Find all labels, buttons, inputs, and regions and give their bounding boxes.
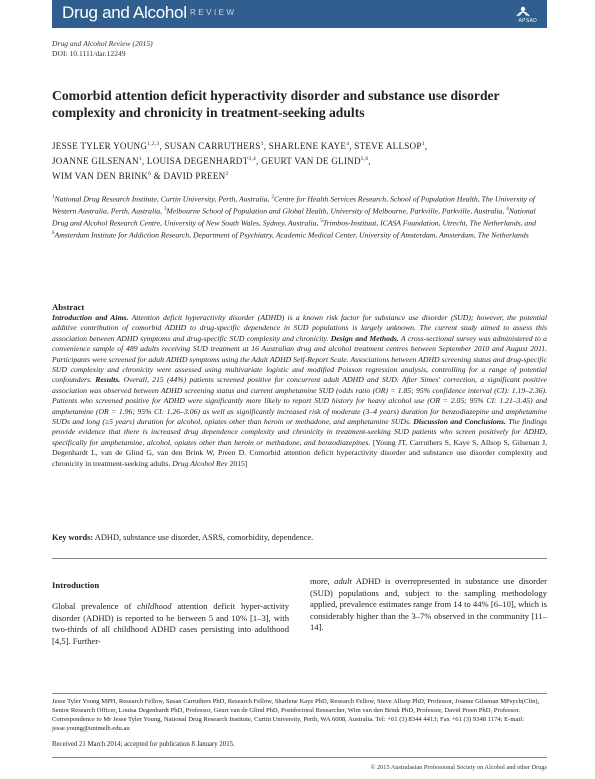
abstract-body <box>52 313 547 469</box>
article-meta <box>52 39 153 59</box>
abstract-citation-journal: Drug Alcohol Rev <box>172 458 228 468</box>
author-name: SHARLENE KAYE <box>268 141 347 152</box>
affiliation-text: Melbourne School of Population and Global Health, University of Melbourne, Parkville, Parkville, Australia, <box>166 206 507 216</box>
received-date: Received 21 March 2014; accepted for publication 8 January 2015. <box>52 741 235 748</box>
journal-citation: Drug and Alcohol Review (2015) <box>52 39 153 48</box>
keywords <box>52 532 547 543</box>
section-divider <box>52 558 547 559</box>
author-separator: & <box>151 171 164 182</box>
author-name: DAVID PREEN <box>163 171 226 182</box>
author-affiliation-marker: 4 <box>346 141 350 147</box>
intro-right-emphasis: adult <box>334 576 352 586</box>
author-separator: , <box>159 141 165 152</box>
doi: DOI: 10.1111/dar.12249 <box>52 49 126 58</box>
author-affiliation-marker: 1 <box>421 141 425 147</box>
intro-left-emphasis: childhood <box>137 601 172 611</box>
author-list <box>52 138 547 184</box>
author-name: STEVE ALLSOP <box>354 141 422 152</box>
affiliation-number: 2 <box>271 195 274 200</box>
abstract-design-label: Design and Methods. <box>330 333 399 343</box>
affiliation-number: 4 <box>506 207 509 213</box>
affiliation-text: Trimbos-Instituut, ICASA Foundation, Utrecht, The Netherlands, and <box>322 218 536 228</box>
author-name: GEURT VAN DE GLIND <box>261 156 361 167</box>
author-name: JESSE TYLER YOUNG <box>52 141 148 152</box>
abstract-heading: Abstract <box>52 302 85 312</box>
author-affiliation-marker: 5,6 <box>360 156 369 163</box>
introduction-left-column <box>52 601 289 647</box>
author-separator: , <box>141 156 147 167</box>
intro-left-text: Global prevalence of <box>52 601 138 611</box>
affiliation-number: 1 <box>52 195 55 200</box>
affiliations <box>52 193 547 241</box>
author-affiliation-marker: 6 <box>148 171 152 178</box>
author-affiliation-marker: 1,2,3 <box>147 141 160 147</box>
affiliation-number: 3 <box>163 207 167 213</box>
keywords-label: Key words: <box>52 533 94 542</box>
author-separator: , <box>424 141 428 152</box>
author-affiliation-marker: 2 <box>225 171 229 178</box>
abstract-intro-label: Introduction and Aims. <box>52 313 129 322</box>
affiliation-number: 6 <box>52 231 55 237</box>
author-separator: , <box>368 156 371 167</box>
author-name: LOUISA DEGENHARDT <box>146 156 249 167</box>
abstract-discussion-label: Discussion and Conclusions. <box>413 417 506 427</box>
affiliation-text: National Drug and Alcohol Research Centre, University of New South Wales, Sydney, Australia, <box>52 206 536 228</box>
abstract-results-label: Results. <box>95 375 121 385</box>
affiliation-text: Centre for Health Services Research, School of Population Health, The University of Western Australia, Perth, Australia, <box>52 194 535 216</box>
journal-suffix: REVIEW <box>190 8 237 17</box>
abstract-design-text: A cross-sectional survey was administered to a convenience sample of 489 adults receiving SUD treatment at 16 Australian drug and alcohol treatment centres between September 2010 and August 2011. Participants were screened for adult ADHD symptoms using the Adult ADHD Self-Report Scale. Associations between ADHD screening status and drug-specific SUD complexity and chronicity were assessed using multivariate logistic and modified Poisson regression analysis, controlling for a range of potential confounders. <box>52 333 547 385</box>
abstract-citation-end: 2015] <box>227 458 248 468</box>
author-affiliation-marker: 1 <box>138 156 142 163</box>
author-affiliation-marker: 1 <box>260 141 264 147</box>
author-affiliation-marker: 3,4 <box>248 156 257 163</box>
affiliation-number: 5 <box>320 219 323 225</box>
affiliation-text: Amsterdam Institute for Addiction Research, Department of Psychiatry, Academic Medical Center, University of Amsterdam, Amsterdam, The Netherlands <box>54 230 529 240</box>
bottom-divider <box>52 757 547 758</box>
apsad-logo-text: APSAD <box>518 18 537 24</box>
author-name: SUSAN CARRUTHERS <box>164 141 261 152</box>
copyright: © 2015 Australasian Professional Society on Alcohol and other Drugs <box>370 764 547 771</box>
abstract-results-text: Overall, 215 (44%) patients screened positive for concurrent adult ADHD and SUD. After Simes' correction, a significant positive association was observed between ADHD screening status and current amphetamine SUD (odds ratio (OR) = 1.85; 95% confidence interval (CI): 1.19–2.36). Patients who screened positive for ADHD were significantly more likely to report SUD history for heavy alcohol use (OR = 2.05; 95% CI: 1.21–3.45) and amphetamine (OR = 1.96; 95% CI: 1.26–3.06) as well as significantly increased risk of moderate (3–4 years) duration for benzodiazepine and amphetamine SUDs and long (≥5 years) duration for alcohol, opiates other than heroin or methadone, and amphetamine SUDs. <box>52 375 547 427</box>
author-separator: , <box>349 141 355 152</box>
article-title: Comorbid attention deficit hyperactivity disorder and substance use disorder complexity and chronicity in treatment-seeking adults <box>52 88 500 120</box>
intro-right-text-cont: ADHD is overrepresented in substance use disorder (SUD) populations and, subject to the sampling methodology applied, prevalence estimates range from 14 to 44% [6–10], which is considerably higher than the 3–7% observed in the community [11–14]. <box>310 576 547 633</box>
keywords-text: ADHD, substance use disorder, ASRS, comorbidity, dependence. <box>93 533 314 542</box>
intro-left-text-cont: attention deficit hyper-activity disorder (ADHD) is reported to be between 5 and 10% [1–3], with two-thirds of all childhood ADHD cases persisting into adulthood [4,5]. Further- <box>52 601 289 646</box>
abstract-discussion-text: The findings provide evidence that there is increased drug dependence complexity and chronicity in treatment-seeking SUD patients who screen positively for ADHD, specifically for amphetamine, alcohol, opiates other than heroin or methadone, and benzodiazepines. <box>52 417 547 447</box>
author-name: JOANNE GILSENAN <box>52 156 139 167</box>
abstract-citation: [Young JT, Carruthers S, Kaye S, Allsop S, Gilsenan J, Degenhardt L, van de Glind G, van den Brink W, Preen D. Comorbid attention deficit hyperactivity disorder and substance use disorder complexity and chronicity in treatment-seeking adults. <box>52 437 547 468</box>
intro-right-text: more, <box>310 576 335 586</box>
footnote-divider <box>52 693 547 694</box>
introduction-heading: Introduction <box>52 580 100 590</box>
author-footnote: Jesse Tyler Young MPH, Research Fellow, Susan Carruthers PhD, Research Fellow, Sharlene Kaye PhD, Research Fellow, Steve Allsop PhD, Professor, Joanne Gilsenan MPsych(Clin), Senior Research Officer, Louisa Degenhardt PhD, Professor, Geurt van de Glind PhD, Postdoctoral Researcher, Wim van den Brink PhD, Professor, David Preen PhD, Professor. Correspondence to Mr Jesse Tyler Young, National Drug Research Institute, Curtin University, Perth, WA 6008, Australia. Tel: +61 (3) 8344 4413; Fax +61 (3) 9348 1174; E-mail: jesse.young@unimelb.edu.au <box>52 698 540 732</box>
author-name: WIM VAN DEN BRINK <box>52 171 149 182</box>
journal-banner <box>52 0 547 28</box>
abstract-intro-text: Attention deficit hyperactivity disorder (ADHD) is a known risk factor for substance use disorder (SUD); however, the potential additive contribution of comorbid ADHD to drug-specific dependence in SUD populations is largely unknown. The current study aimed to assess this association between ADHD symptoms and drug-specific SUD complexity and chronicity. <box>52 313 547 343</box>
journal-name: Drug and Alcohol <box>62 3 187 22</box>
introduction-right-column <box>310 576 547 634</box>
affiliation-text: National Drug Research Institute, Curtin University, Perth, Australia, <box>54 194 272 204</box>
author-separator: , <box>263 141 269 152</box>
author-separator: , <box>256 156 262 167</box>
